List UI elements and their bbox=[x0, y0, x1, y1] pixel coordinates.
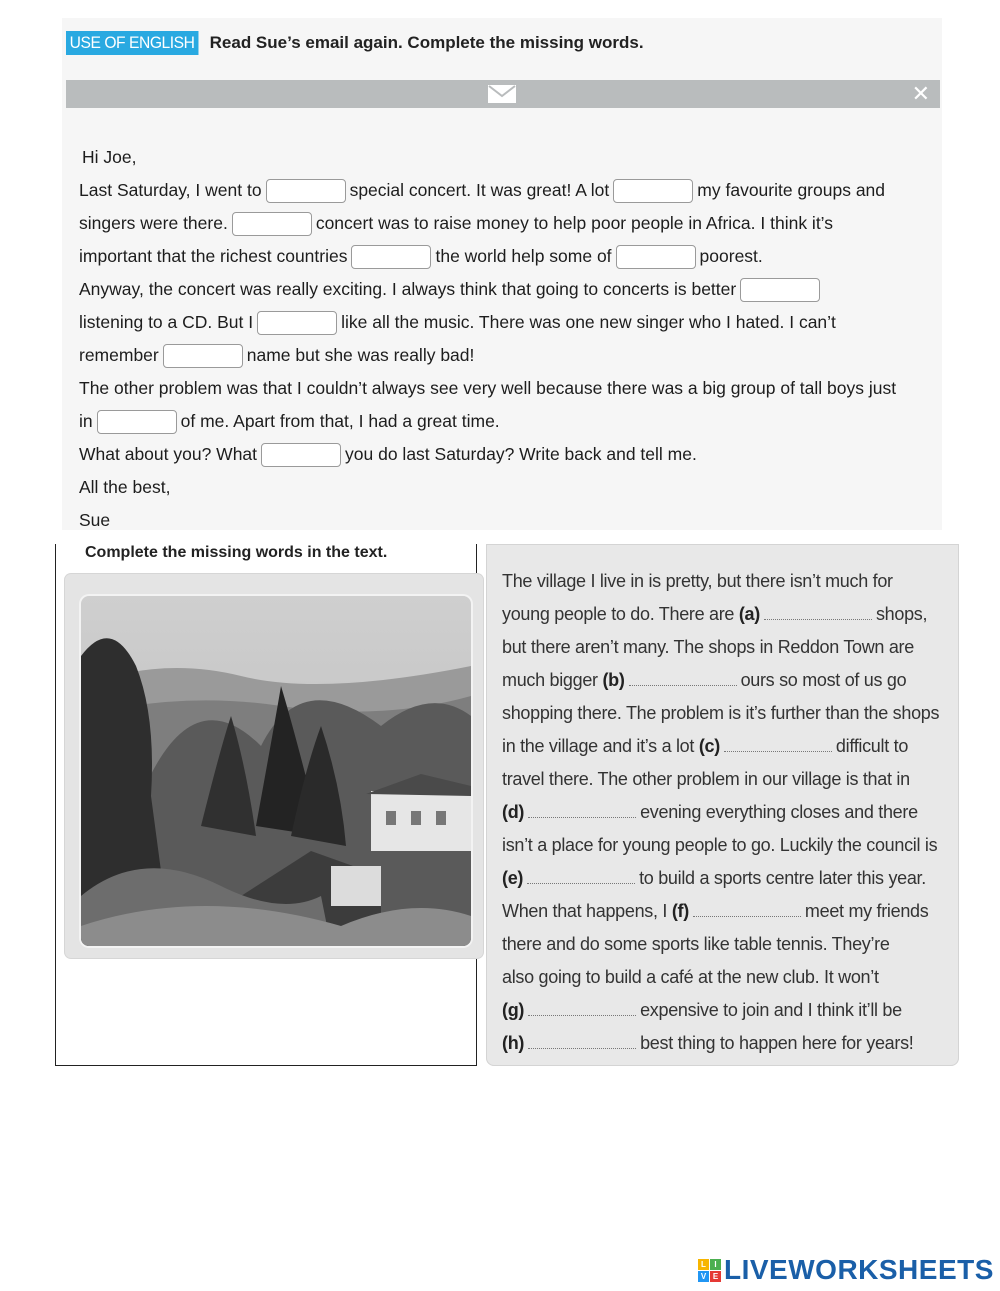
text-segment: much bigger bbox=[502, 670, 598, 690]
text-line bbox=[502, 568, 893, 594]
answer-blank[interactable] bbox=[261, 443, 341, 467]
gap-label: (f) bbox=[671, 901, 689, 921]
gap-label: (d) bbox=[502, 802, 525, 822]
email-line bbox=[79, 408, 500, 434]
answer-blank[interactable] bbox=[163, 344, 243, 368]
text-segment: evening everything closes and there bbox=[640, 802, 918, 822]
logo-text: LIVEWORKSHEETS bbox=[724, 1254, 994, 1285]
dotted-answer-line[interactable] bbox=[693, 902, 801, 917]
gap-label: (h) bbox=[502, 1033, 525, 1053]
email-line bbox=[79, 210, 833, 236]
email-line bbox=[79, 441, 697, 467]
email-text: special concert. It was great! A lot bbox=[349, 180, 610, 200]
text-line bbox=[502, 733, 908, 759]
email-text: remember bbox=[79, 345, 159, 365]
email-text: poorest. bbox=[699, 246, 763, 266]
email-line bbox=[79, 342, 474, 368]
email-text: Anyway, the concert was really exciting. I always think that going to concerts is better bbox=[79, 279, 737, 299]
text-segment: travel there. The other problem in our village is that in bbox=[502, 769, 910, 789]
email-text: Last Saturday, I went to bbox=[79, 180, 262, 200]
email-line bbox=[82, 144, 136, 170]
village-landscape-image bbox=[81, 596, 471, 946]
email-text: my favourite groups and bbox=[697, 180, 886, 200]
text-segment: best thing to happen here for years! bbox=[640, 1033, 914, 1053]
email-text: important that the richest countries bbox=[79, 246, 348, 266]
email-text: All the best, bbox=[79, 477, 171, 497]
email-text: you do last Saturday? Write back and tell me. bbox=[345, 444, 697, 464]
answer-blank[interactable] bbox=[266, 179, 346, 203]
email-text: singers were there. bbox=[79, 213, 228, 233]
text-line bbox=[502, 766, 910, 792]
logo-letter: V bbox=[698, 1271, 709, 1282]
answer-blank[interactable] bbox=[616, 245, 696, 269]
village-photo bbox=[81, 596, 471, 946]
text-segment: but there aren’t many. The shops in Reddon Town are bbox=[502, 637, 914, 657]
text-segment: young people to do. There are bbox=[502, 604, 735, 624]
email-text: in bbox=[79, 411, 93, 431]
answer-blank[interactable] bbox=[351, 245, 431, 269]
email-line bbox=[79, 276, 824, 302]
text-segment: The village I live in is pretty, but there isn’t much for bbox=[502, 571, 893, 591]
email-text: Hi Joe, bbox=[82, 147, 137, 167]
dotted-answer-line[interactable] bbox=[528, 1001, 636, 1016]
text-segment: to build a sports centre later this year. bbox=[639, 868, 926, 888]
text-line bbox=[502, 700, 939, 726]
answer-blank[interactable] bbox=[257, 311, 337, 335]
logo-letter: E bbox=[710, 1271, 721, 1282]
exercise-title: Complete the missing words in the text. bbox=[85, 544, 388, 561]
email-text: name but she was really bad! bbox=[246, 345, 475, 365]
logo-mark-icon bbox=[698, 1259, 721, 1282]
text-line bbox=[502, 667, 906, 693]
text-line bbox=[502, 1030, 913, 1056]
text-segment: there and do some sports like table tennis. They’re bbox=[502, 934, 890, 954]
text-segment: shopping there. The problem is it’s further than the shops bbox=[502, 703, 940, 723]
text-line bbox=[502, 898, 928, 924]
text-segment: difficult to bbox=[835, 736, 909, 756]
text-line bbox=[502, 799, 918, 825]
email-line bbox=[79, 243, 763, 269]
text-line bbox=[502, 964, 879, 990]
email-text: like all the music. There was one new singer who I hated. I can’t bbox=[341, 312, 836, 332]
text-line bbox=[502, 931, 890, 957]
email-line bbox=[79, 507, 110, 533]
dotted-answer-line[interactable] bbox=[528, 1034, 636, 1049]
gap-label: (b) bbox=[602, 670, 625, 690]
text-segment: also going to build a café at the new club. It won’t bbox=[502, 967, 879, 987]
text-segment: meet my friends bbox=[804, 901, 929, 921]
gap-label: (e) bbox=[502, 868, 524, 888]
exercise-instruction: Read Sue’s email again. Complete the missing words. bbox=[209, 33, 644, 52]
logo-letter: L bbox=[698, 1259, 709, 1270]
envelope-icon bbox=[488, 85, 516, 103]
email-text: Sue bbox=[79, 510, 111, 530]
gap-label: (g) bbox=[502, 1000, 525, 1020]
dotted-answer-line[interactable] bbox=[764, 605, 872, 620]
dotted-answer-line[interactable] bbox=[528, 803, 636, 818]
email-text: concert was to raise money to help poor people in Africa. I think it’s bbox=[315, 213, 834, 233]
email-text: What about you? What bbox=[79, 444, 258, 464]
gap-label: (a) bbox=[738, 604, 760, 624]
text-line bbox=[502, 997, 902, 1023]
answer-blank[interactable] bbox=[97, 410, 177, 434]
email-line bbox=[79, 177, 885, 203]
text-segment: isn’t a place for young people to go. Luckily the council is bbox=[502, 835, 938, 855]
text-segment: ours so most of us go bbox=[740, 670, 907, 690]
use-of-english-tag: USE OF ENGLISH bbox=[66, 31, 198, 55]
exercise-header bbox=[66, 30, 644, 56]
text-segment: expensive to join and I think it’ll be bbox=[640, 1000, 902, 1020]
email-line bbox=[79, 309, 836, 335]
close-icon[interactable]: ✕ bbox=[911, 81, 930, 106]
email-title-bar bbox=[66, 80, 940, 108]
dotted-answer-line[interactable] bbox=[527, 869, 635, 884]
text-segment: shops, bbox=[875, 604, 928, 624]
email-text: the world help some of bbox=[435, 246, 612, 266]
answer-blank[interactable] bbox=[232, 212, 312, 236]
text-line bbox=[502, 601, 927, 627]
dotted-answer-line[interactable] bbox=[724, 737, 832, 752]
gap-label: (c) bbox=[698, 736, 720, 756]
text-line bbox=[502, 865, 926, 891]
email-text: The other problem was that I couldn’t always see very well because there was a big group of tall boys just bbox=[79, 378, 897, 398]
answer-blank[interactable] bbox=[613, 179, 693, 203]
dotted-answer-line[interactable] bbox=[629, 671, 737, 686]
text-line bbox=[502, 634, 914, 660]
answer-blank[interactable] bbox=[740, 278, 820, 302]
email-text: of me. Apart from that, I had a great time. bbox=[180, 411, 500, 431]
liveworksheets-logo bbox=[698, 1254, 994, 1286]
logo-letter: I bbox=[710, 1259, 721, 1270]
text-segment: in the village and it’s a lot bbox=[502, 736, 695, 756]
email-exercise bbox=[62, 18, 942, 530]
email-line bbox=[79, 375, 896, 401]
text-line bbox=[502, 832, 937, 858]
text-segment: When that happens, I bbox=[502, 901, 668, 921]
email-text: listening to a CD. But I bbox=[79, 312, 254, 332]
email-line bbox=[79, 474, 170, 500]
